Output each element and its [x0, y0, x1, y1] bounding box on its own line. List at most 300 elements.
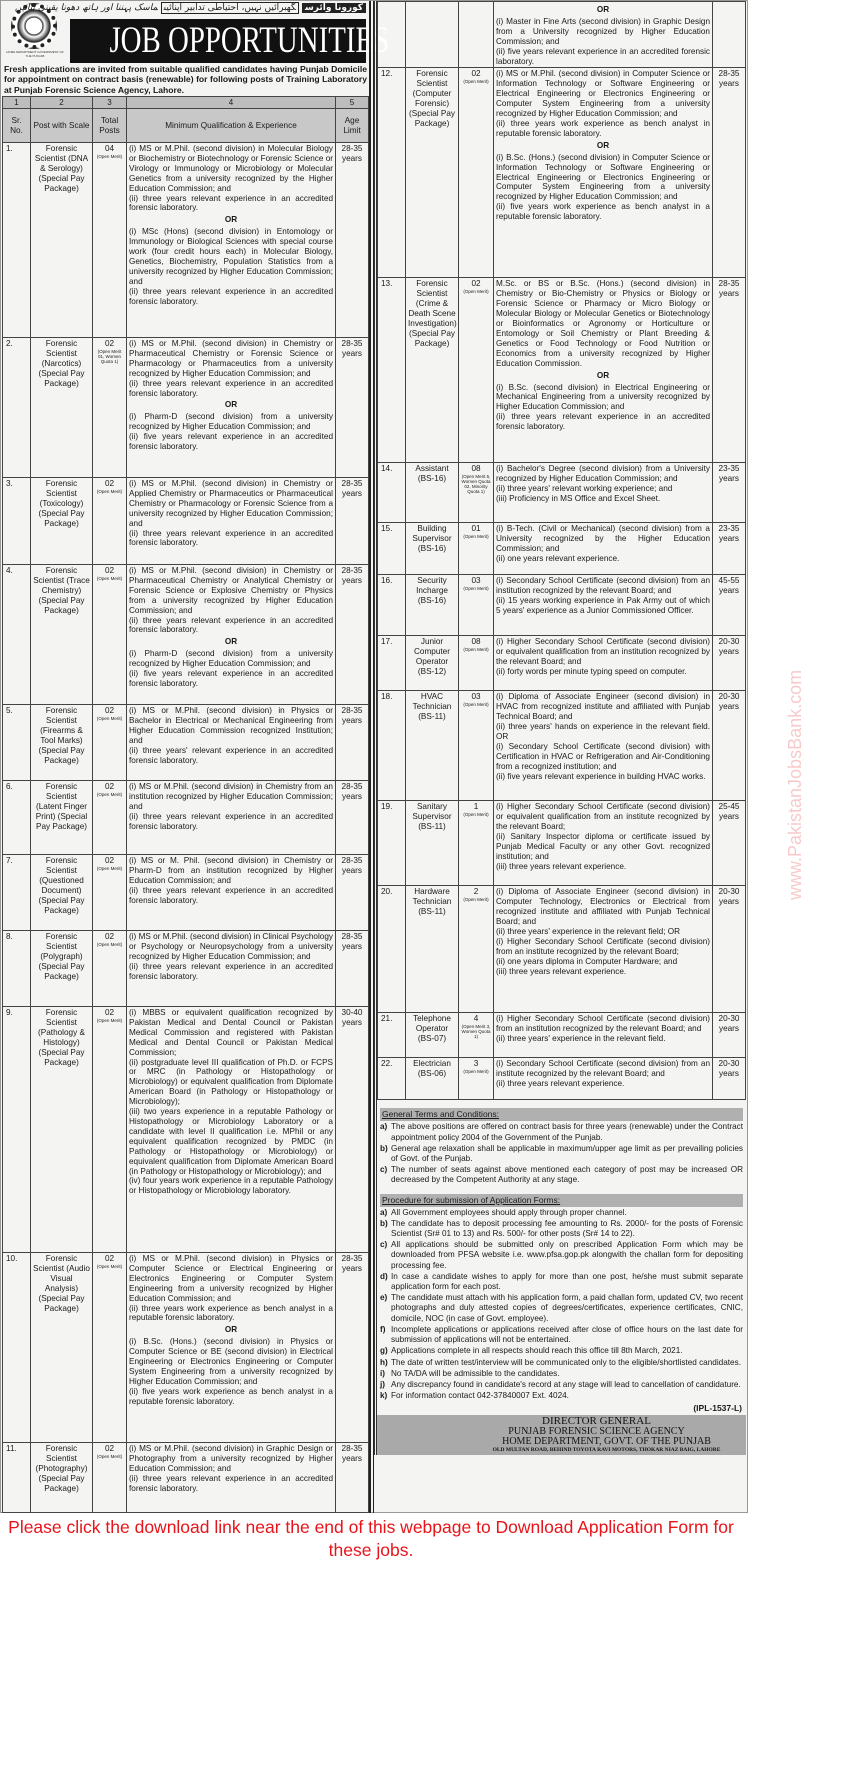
qualification-item: OR: [224, 215, 238, 225]
qualification-item: M.Sc. or BS or B.Sc. (Hons.) (second division) in Chemistry or Bio-Chemistry or Physics or Biology or Forensic Science or Pharmacy or Micro Biology or Molecular Biology or Molecular Genetics or Biotechnology or Bioinformatics or Agronomy or Horticulture or Entomology or Soil Chemistry or Plant Breeding & Genetics or Food Technology or Food Nutrition or Economics from a university recognized by Higher Education Commission.: [496, 279, 710, 368]
qualification: [127, 1253, 336, 1443]
item-text: The date of written test/interview will be communicated only to the eligible/shortlisted candidates.: [391, 1357, 741, 1367]
item-text: Applications complete in all respects should reach this office till 8th March, 2021.: [391, 1346, 683, 1356]
table-row: [378, 636, 746, 691]
urdu-label: کورونا وائرس: [302, 3, 366, 13]
sr-number: 9.: [3, 1007, 31, 1253]
qualification-item: (iv) four years work experience in a reputable Pathology or Histopathology or Microbiology laboratory.: [129, 1176, 333, 1196]
qualification-item: (i) Higher Secondary School Certificate (second division) or equivalent qualification from an institution recognized by the relevant Board; and: [496, 637, 710, 667]
post-name: Forensic Scientist (Photography) (Special Pay Package): [31, 1443, 93, 1513]
qualification-item: (ii) three years' experience in the relevant field; OR: [496, 927, 681, 937]
table-row: [3, 781, 369, 855]
table-row: [3, 565, 369, 705]
age-limit: 28-35 years: [713, 68, 746, 278]
total-count: 01: [471, 524, 481, 534]
age-limit: 20-30 years: [713, 1013, 746, 1058]
right-column: [374, 1, 746, 1455]
column-number-row: [3, 97, 369, 109]
item-letter: b): [380, 1218, 388, 1228]
title-banner: [70, 19, 390, 63]
sr-number: 12.: [378, 68, 406, 278]
sr-number: 22.: [378, 1058, 406, 1100]
table-row: [3, 931, 369, 1007]
qualification-item: (ii) three years relevant experience in an accredited forensic laboratory.: [129, 615, 333, 635]
item-text: All applications should be submitted only on prescribed Application Form which may be downloaded from PFSA website i.e. www.pfsa.gop.pk alongwith the challan form for depositing processing fee.: [391, 1240, 743, 1270]
post-name: Forensic Scientist (Firearms & Tool Marks) (Special Pay Package): [31, 705, 93, 781]
sr-number: 6.: [3, 781, 31, 855]
qualification-item: (ii) forty words per minute typing speed on computer.: [496, 667, 687, 677]
watermark: www.PakistanJobsBank.com: [785, 669, 805, 900]
qualification-item: (i) MS or M.Phil. (second division) in Chemistry or Pharmaceutical Chemistry or Forensic Science or Pharmacology or Pharmaceutics from a university recognized by Higher Education Commission; and: [129, 339, 333, 378]
qualification: [494, 2, 713, 68]
post-name: Forensic Scientist (Pathology & Histology) (Special Pay Package): [31, 1007, 93, 1253]
qualification-item: (i) Bachelor's Degree (second division) from a University recognized by Higher Education Commission; and: [496, 464, 710, 484]
total-count: 03: [471, 692, 481, 702]
column-header-row: [3, 109, 369, 143]
posts-table-left: [2, 96, 369, 1513]
age-limit: 28-35 years: [336, 931, 369, 1007]
total-count: 03: [471, 576, 481, 586]
qualification: [494, 68, 713, 278]
qualification-item: (i) MS or M.Phil. (second division) in Clinical Psychology or Psychology or Neuropsychology from a university recognized by Higher Education Commission; and: [129, 932, 333, 961]
sr-number: 4.: [3, 565, 31, 705]
item-text: Incomplete applications or applications received after close of office hours on the last date for submission of applications will not be entertained.: [391, 1324, 743, 1345]
qualification-item: (i) MS or M.Phil. (second division) in Graphic Design or Photography from a university recognized by Higher Education Commission; and: [129, 1444, 333, 1473]
page-title: JOB OPPORTUNITIES: [109, 20, 390, 61]
total-count: 02: [104, 339, 115, 348]
qualification-item: (i) Master in Fine Arts (second division) in Graphic Design from a University recognized by Higher Education Commission; and: [496, 16, 710, 46]
qualification-item: (ii) three years' hands on experience in the relevant field. OR: [496, 722, 710, 742]
qualification-item: (iii) Proficiency in MS Office and Excel Sheet.: [496, 494, 661, 504]
sr-number: 5.: [3, 705, 31, 781]
age-limit: 45-55 years: [713, 575, 746, 636]
qualification-item: (ii) Sanitary Inspector diploma or certificate issued by Punjab Medical Faculty or any other Govt. recognized institution; and: [496, 832, 710, 861]
post-name: Sanitary Supervisor (BS-11): [406, 801, 459, 886]
qualification-item: OR: [224, 637, 238, 647]
qualification-item: (ii) three years relevant experience in an accredited forensic laboratory.: [129, 961, 333, 981]
total-posts: [459, 636, 494, 691]
quota-note: (Open Merit): [96, 791, 123, 797]
item-text: The above positions are offered on contract basis for three years (renewable) under the Contract appointment policy 2004 of the Government of the Punjab.: [391, 1122, 743, 1142]
item-text: Any discrepancy found in candidate's record at any stage will lead to cancellation of candidature.: [391, 1379, 741, 1389]
total-posts: [93, 931, 127, 1007]
quota-note: (Open Merit): [463, 586, 489, 592]
item-letter: g): [380, 1346, 388, 1356]
total-count: 02: [104, 782, 115, 791]
quota-note: (Open Merit): [96, 153, 123, 159]
age-limit: 28-35 years: [336, 705, 369, 781]
qualification-item: (i) B.Sc. (Hons.) (second division) in Physics or Computer Science or BE (second division) in Electrical Engineering or Electronics Engineering or Computer System Engineering from a university recognized by Higher Education Commission; and: [129, 1337, 333, 1386]
qualification-item: (i) MS or M. Phil. (second division) in Chemistry or Pharm-D from an institution recognized by Higher Education Commission; and: [129, 856, 333, 885]
qualification-item: (i) B-Tech. (Civil or Mechanical) (second division) from a University recognized by the Higher Education Commission; and: [496, 524, 710, 554]
qualification-item: (ii) three years relevant experience in an accredited forensic laboratory.: [129, 811, 333, 831]
item-letter: e): [380, 1293, 388, 1303]
download-notice: Please click the download link near the end of this webpage to Download Application Form for these jobs.: [8, 1517, 734, 1560]
quota-note: (Open Merit 01, Women Quota 1): [97, 348, 122, 364]
item-text: The candidate must attach with his application form, a paid challan form, updated CV, two recent photographs and duly attested copies of degrees/certificates, experience certificates, CNIC, domicile, NOC (in case of Govt. employee).: [391, 1293, 743, 1323]
age-limit: 20-30 years: [713, 691, 746, 801]
quota-note: (Open Merit): [463, 289, 489, 295]
table-row: [378, 886, 746, 1013]
list-item: [380, 1358, 743, 1368]
item-letter: b): [380, 1143, 388, 1153]
intro-text: Fresh applications are invited from suitable qualified candidates having Punjab Domicile for appointment on contract basis (renewable) for following posts of Training Laboratory at Punjab Forensic Science Agency, Lahore.: [4, 64, 367, 95]
item-letter: c): [380, 1240, 388, 1250]
list-item: [380, 1325, 743, 1345]
total-posts: [93, 1443, 127, 1513]
quota-note: (Open Merit 5, Women Quota 02, Minority Quota 1): [461, 474, 491, 495]
total-count: 02: [104, 856, 115, 865]
age-limit: 28-35 years: [336, 1443, 369, 1513]
urdu-box: گھبرائیں نہیں، احتیاطی تدابیر اپنائیں: [161, 2, 299, 14]
qualification-item: (i) Higher Secondary School Certificate (second division) from an institution recognized by the relevant Board; and: [496, 1014, 710, 1034]
post-name: Forensic Scientist (Latent Finger Print) (Special Pay Package): [31, 781, 93, 855]
procedure-heading: Procedure for submission of Application Forms:: [380, 1194, 743, 1207]
total-posts: [459, 278, 494, 463]
sr-number: 2.: [3, 338, 31, 478]
total-posts: [459, 886, 494, 1013]
total-posts: [93, 478, 127, 565]
table-row: [3, 1443, 369, 1513]
total-count: 3: [473, 1059, 479, 1069]
qualification: [127, 781, 336, 855]
header-qualification: Minimum Qualification & Experience: [127, 109, 336, 143]
total-count: 02: [104, 932, 115, 941]
list-item: [380, 1346, 743, 1356]
header-age: Age Limit: [336, 109, 369, 143]
qualification: [494, 1058, 713, 1100]
age-limit: 28-35 years: [336, 781, 369, 855]
total-posts: [93, 855, 127, 931]
table-row: [378, 463, 746, 523]
qualification-item: OR: [596, 5, 610, 14]
total-count: 02: [471, 69, 481, 79]
qualification-item: (i) B.Sc. (second division) in Electrical Engineering or Mechanical Engineering from a university recognized by Higher Education Commission; and: [496, 382, 710, 412]
age-limit: 28-35 years: [336, 143, 369, 338]
qualification: [494, 575, 713, 636]
qualification-item: (i) Diploma of Associate Engineer (second division) in HVAC from recognized institute and affiliated with Punjab Technical Board; and: [496, 692, 710, 722]
posts-table-right: [377, 1, 746, 1100]
total-posts: [93, 781, 127, 855]
total-posts: [459, 523, 494, 575]
col-num: 2: [31, 97, 93, 109]
footer-line: HOME DEPARTMENT, GOVT. OF THE PUNJAB: [502, 1436, 711, 1448]
qualification-item: (i) Secondary School Certificate (second division) from an institution recognized by the relevant Board; and: [496, 576, 710, 596]
age-limit: 20-30 years: [713, 886, 746, 1013]
table-row: [378, 1013, 746, 1058]
header-post: Post with Scale: [31, 109, 93, 143]
post-name: Forensic Scientist (Polygraph) (Special Pay Package): [31, 931, 93, 1007]
item-letter: f): [380, 1324, 386, 1334]
signature-block: [377, 1415, 746, 1455]
age-limit: [713, 2, 746, 68]
total-posts: [459, 1058, 494, 1100]
sr-number: 16.: [378, 575, 406, 636]
sr-number: 18.: [378, 691, 406, 801]
sr-number: 1.: [3, 143, 31, 338]
post-name: [406, 2, 459, 68]
table-row: [378, 523, 746, 575]
qualification-item: (ii) three years' experience in the relevant field.: [496, 1034, 666, 1044]
qualification: [127, 565, 336, 705]
qualification-item: (i) MS or M.Phil. (second division) in Molecular Biology or Biochemistry or Biotechnology or Forensic Science or Virology or Immunology or Microbiology or Molecular Genetics from a university recognized by the Higher Education Commission; and: [129, 144, 333, 193]
qualification-item: (i) Higher Secondary School Certificate (second division) from an institute recognized by the relevant Board;: [496, 936, 710, 956]
qualification-item: (ii) three years' relevant experience in an accredited forensic laboratory.: [129, 745, 333, 765]
post-name: Forensic Scientist (Crime & Death Scene Investigation) (Special Pay Package): [406, 278, 459, 463]
quota-note: (Open Merit): [463, 647, 489, 653]
post-name: Electrician (BS-06): [406, 1058, 459, 1100]
table-row: [378, 2, 746, 68]
qualification-item: (ii) three years relevant experience in an accredited forensic laboratory.: [129, 885, 333, 905]
sr-number: 7.: [3, 855, 31, 931]
qualification-item: (i) MS or M.Phil. (second division) in Chemistry or Pharmaceutical Chemistry or Analytical Chemistry or Forensic Science or Explosive Chemistry or Physics from a university recognized by Higher Education Commission; and: [129, 566, 333, 615]
total-count: 02: [104, 1254, 115, 1263]
table-row: [378, 68, 746, 278]
post-name: Forensic Scientist (Audio Visual Analysis) (Special Pay Package): [31, 1253, 93, 1443]
age-limit: 20-30 years: [713, 1058, 746, 1100]
qualification-item: OR: [596, 370, 610, 380]
item-text: The number of seats against above mentioned each category of post may be increased OR decreased by the Competent Authority at any stage.: [391, 1165, 743, 1185]
age-limit: 25-45 years: [713, 801, 746, 886]
sr-number: 20.: [378, 886, 406, 1013]
item-letter: d): [380, 1271, 388, 1281]
sr-number: [378, 2, 406, 68]
sr-number: 21.: [378, 1013, 406, 1058]
item-letter: a): [380, 1207, 388, 1217]
qualification-item: (ii) three years relevant experience in an accredited forensic laboratory.: [129, 378, 333, 398]
qualification-item: (i) Higher Secondary School Certificate (second division) or equivalent qualification from an institute recognized by the relevant Board;: [496, 802, 710, 832]
item-text: For information contact 042-37840007 Ext. 4024.: [391, 1391, 569, 1401]
qualification-item: (ii) five years relevant experience in building HVAC works.: [496, 771, 706, 781]
list-item: [380, 1165, 743, 1185]
sr-number: 17.: [378, 636, 406, 691]
age-limit: 23-35 years: [713, 523, 746, 575]
qualification-item: (ii) three years relevant experience in an accredited forensic laboratory.: [496, 412, 710, 432]
item-text: All Government employees should apply through proper channel.: [391, 1207, 627, 1217]
qualification-item: (ii) 15 years working experience in Pak Army out of which 5 years' experience as a Junior Commissioned Officer.: [496, 596, 710, 616]
age-limit: 28-35 years: [336, 1253, 369, 1443]
qualification-item: (iii) two years experience in a reputable Pathology or Histopathology or Microbiology Laboratory or a candidate with level II qualification i.e. MPhil or any equivalent qualification recognized by PMDC (in Pathology or Histopathology or Microbiology) or equivalent qualification from Diplomate American Board (in Pathology or Histopathology or Microbiology); and: [129, 1107, 333, 1176]
post-name: Forensic Scientist (Trace Chemistry) (Special Pay Package): [31, 565, 93, 705]
qualification-item: (ii) three years' relevant working experience; and: [496, 484, 673, 494]
total-posts: [93, 565, 127, 705]
list-item: [380, 1380, 743, 1390]
qualification-item: (i) MSc (Hons) (second division) in Entomology or Immunology or Biological Sciences with special course work (four credit hours each) in Molecular Biology, Genetics, Biochemistry, Population Statistics from a university recognized by Higher Education Commission; and: [129, 227, 333, 286]
item-letter: i): [380, 1368, 386, 1378]
sr-number: 14.: [378, 463, 406, 523]
table-row: [3, 705, 369, 781]
total-posts: [459, 801, 494, 886]
qualification-item: (ii) three years work experience as bench analyst in reputable forensic laboratory.: [496, 118, 710, 138]
sr-number: 8.: [3, 931, 31, 1007]
post-name: Junior Computer Operator (BS-12): [406, 636, 459, 691]
qualification-item: (ii) three years work experience as bench analyst in a reputable forensic laboratory.: [129, 1303, 333, 1323]
post-name: Forensic Scientist (DNA & Serology) (Special Pay Package): [31, 143, 93, 338]
table-row: [3, 1253, 369, 1443]
application-procedure: [380, 1194, 743, 1402]
total-count: 4: [473, 1014, 479, 1024]
qualification-item: (i) Diploma of Associate Engineer (second division) in Computer Technology, Electronics or Electrical from recognized institute and affiliated with Punjab Technical Board; and: [496, 887, 710, 927]
qualification-item: (ii) three years relevant experience in an accredited forensic laboratory.: [129, 193, 333, 213]
qualification-item: OR: [596, 140, 610, 150]
qualification-item: (i) Pharm-D (second division) from a university recognized by Higher Education Commission; and: [129, 412, 333, 432]
qualification-item: (ii) five years work experience as bench analyst in a reputable forensic laboratory.: [129, 1386, 333, 1406]
quota-note: (Open Merit): [96, 575, 123, 581]
qualification-item: (iii) three years relevant experience.: [496, 861, 627, 871]
quota-note: (Open Merit): [463, 79, 489, 85]
list-item: [380, 1272, 743, 1292]
total-count: 02: [104, 566, 115, 575]
quota-note: (Open Merit): [96, 488, 123, 494]
list-item: [380, 1144, 743, 1164]
footer-address: OLD MULTAN ROAD, BEHIND TOYOTA RAVI MOTORS, THOKAR NIAZ BAIG, LAHORE: [492, 1447, 721, 1454]
total-count: 08: [471, 464, 481, 474]
list-item: [380, 1369, 743, 1379]
item-text: General age relaxation shall be applicable in maximum/upper age limit as per prevailing policies of Govt. of the Punjab.: [391, 1143, 743, 1164]
post-name: Forensic Scientist (Narcotics) (Special Pay Package): [31, 338, 93, 478]
total-count: 02: [104, 706, 115, 715]
item-letter: c): [380, 1165, 388, 1175]
qualification: [127, 1007, 336, 1253]
qualification-item: (ii) three years relevant experience in an accredited forensic laboratory.: [129, 1473, 333, 1493]
post-name: Security Incharge (BS-16): [406, 575, 459, 636]
age-limit: 28-35 years: [336, 565, 369, 705]
table-row: [378, 278, 746, 463]
general-terms: [380, 1108, 743, 1185]
sr-number: 15.: [378, 523, 406, 575]
age-limit: 28-35 years: [336, 478, 369, 565]
total-count: 2: [473, 887, 479, 897]
total-posts: [93, 1253, 127, 1443]
age-limit: 20-30 years: [713, 636, 746, 691]
item-text: No TA/DA will be admissible to the candidates.: [391, 1368, 560, 1378]
quota-note: (Open Merit): [96, 941, 123, 947]
qualification-item: (ii) one years relevant experience.: [496, 554, 620, 564]
post-name: HVAC Technician (BS-11): [406, 691, 459, 801]
total-posts: [93, 1007, 127, 1253]
total-count: 02: [104, 1444, 115, 1453]
quota-note: (Open Merit): [463, 534, 489, 540]
qualification-item: (i) Secondary School Certificate (second division) with Certification in HVAC or Refrigeration and Air-Conditioning from a recognized institution; and: [496, 741, 710, 771]
terms-list: [380, 1122, 743, 1185]
col-num: 1: [3, 97, 31, 109]
list-item: [380, 1240, 743, 1271]
table-row: [3, 143, 369, 338]
item-letter: j): [380, 1379, 386, 1389]
qualification-item: OR: [224, 400, 238, 410]
quota-note: (Open Merit): [463, 897, 489, 903]
qualification: [494, 463, 713, 523]
age-limit: 23-35 years: [713, 463, 746, 523]
qualification-item: (i) MS or M.Phil. (second division) in Physics or Computer Science or Electrical Engineering or Electronics Engineering or Computer System Engineering from a university recognized by Higher Education Commission; and: [129, 1254, 333, 1303]
sr-number: 13.: [378, 278, 406, 463]
total-count: 04: [104, 144, 115, 153]
sr-number: 19.: [378, 801, 406, 886]
post-name: Forensic Scientist (Computer Forensic) (Special Pay Package): [406, 68, 459, 278]
footer-line: PUNJAB FORENSIC SCIENCE AGENCY: [508, 1426, 685, 1438]
total-posts: [93, 143, 127, 338]
age-limit: 28-35 years: [336, 338, 369, 478]
qualification: [127, 855, 336, 931]
total-posts: [459, 68, 494, 278]
qualification: [494, 1013, 713, 1058]
item-letter: h): [380, 1357, 388, 1367]
total-posts: [459, 1013, 494, 1058]
total-count: 1: [473, 802, 479, 812]
item-text: The candidate has to deposit processing fee amounting to Rs. 2000/- for the posts of Forensic Scientist (Sr# 01 to 13) and Rs. 500/- for other posts (Sr# 14 to 22).: [391, 1218, 743, 1239]
footer-line: DIRECTOR GENERAL: [542, 1415, 651, 1428]
table-row: [378, 691, 746, 801]
ipl-code: (IPL-1537-L): [693, 1403, 742, 1414]
total-posts: [459, 2, 494, 68]
item-letter: k): [380, 1391, 388, 1401]
qualification-item: (i) MS or M.Phil. (second division) in Physics or Bachelor in Electrical or Mechanical Engineering from Higher Education Commission recognized Institution; and: [129, 706, 333, 745]
qualification: [494, 523, 713, 575]
qualification-item: (i) MBBS or equivalent qualification recognized by Pakistan Medical and Dental Council or Pakistan Medical Commission and registered with Pakistan Medical and Dental Council or Pakistan Medical Commission;: [129, 1008, 333, 1057]
item-text: In case a candidate wishes to apply for more than one post, he/she must submit separate application form for each post.: [391, 1271, 743, 1292]
post-name: Building Supervisor (BS-16): [406, 523, 459, 575]
qualification: [494, 278, 713, 463]
qualification-item: (ii) three years relevant experience in an accredited forensic laboratory.: [129, 528, 333, 548]
total-count: 02: [104, 479, 115, 488]
qualification-item: (i) B.Sc. (Hons.) (second division) in Computer Science or Information Technology or Software Engineering or Electrical Engineering or Electronics Engineering or Computer System Engineering from a university recognized by Higher Education Commission; and: [496, 152, 710, 202]
list-item: [380, 1122, 743, 1142]
qualification-item: (ii) three years relevant experience.: [496, 1079, 625, 1089]
sr-number: 10.: [3, 1253, 31, 1443]
quota-note: (Open Merit 3, Women Quota 1): [461, 1024, 491, 1040]
procedure-list: [380, 1208, 743, 1402]
table-row: [3, 855, 369, 931]
qualification-item: (i) MS or M.Phil. (second division) in Chemistry from an institution recognized by Higher Education Commission; and: [129, 782, 333, 811]
age-limit: 30-40 years: [336, 1007, 369, 1253]
urdu-text: ماسک پہننا اور ہاتھ دھونا یقینی بنائیں: [14, 3, 158, 13]
sr-number: 3.: [3, 478, 31, 565]
total-posts: [459, 575, 494, 636]
qualification-item: (ii) three years relevant experience in an accredited forensic laboratory.: [129, 286, 333, 306]
qualification: [127, 143, 336, 338]
item-letter: a): [380, 1122, 388, 1132]
table-row: [3, 1007, 369, 1253]
quota-note: (Open Merit): [463, 702, 489, 708]
post-name: Forensic Scientist (Questioned Document) (Special Pay Package): [31, 855, 93, 931]
list-item: [380, 1293, 743, 1324]
qualification-item: (ii) one years diploma in Computer Hardware; and: [496, 956, 678, 966]
qualification-item: (i) Secondary School Certificate (second division) from an institute recognized by the relevant Board; and: [496, 1059, 710, 1079]
total-count: 02: [104, 1008, 115, 1017]
qualification-item: (i) MS or M.Phil. (second division) in Computer Science or Information Technology or Software Engineering or Electrical Engineering or Electronics Engineering or Computer System Engineering from a university recognized by Higher Education Commission; and: [496, 69, 710, 119]
quota-note: (Open Merit): [96, 1453, 123, 1459]
post-name: Hardware Technician (BS-11): [406, 886, 459, 1013]
list-item: [380, 1219, 743, 1239]
age-limit: 28-35 years: [336, 855, 369, 931]
qualification: [127, 478, 336, 565]
table-row: [3, 338, 369, 478]
sr-number: 11.: [3, 1443, 31, 1513]
qualification: [127, 338, 336, 478]
post-name: Assistant (BS-16): [406, 463, 459, 523]
qualification-item: (i) Pharm-D (second division) from a university recognized by Higher Education Commission; and: [129, 649, 333, 669]
list-item: [380, 1208, 743, 1218]
logo-caption: HOME DEPARTMENT GOVERNMENT OF THE PUNJAB: [6, 50, 64, 58]
qualification: [127, 1443, 336, 1513]
quota-note: (Open Merit): [463, 812, 489, 818]
terms-heading: General Terms and Conditions:: [380, 1108, 743, 1121]
qualification-item: OR: [224, 1325, 238, 1335]
quota-note: (Open Merit): [96, 1263, 123, 1269]
total-count: 08: [471, 637, 481, 647]
qualification-item: (i) MS or M.Phil. (second division) in Chemistry or Applied Chemistry or Pharmaceutics or Pharmaceutical Chemistry or Pharmacology or Forensic Science from a university recognized by Higher Education Commission; and: [129, 479, 333, 528]
qualification: [127, 705, 336, 781]
